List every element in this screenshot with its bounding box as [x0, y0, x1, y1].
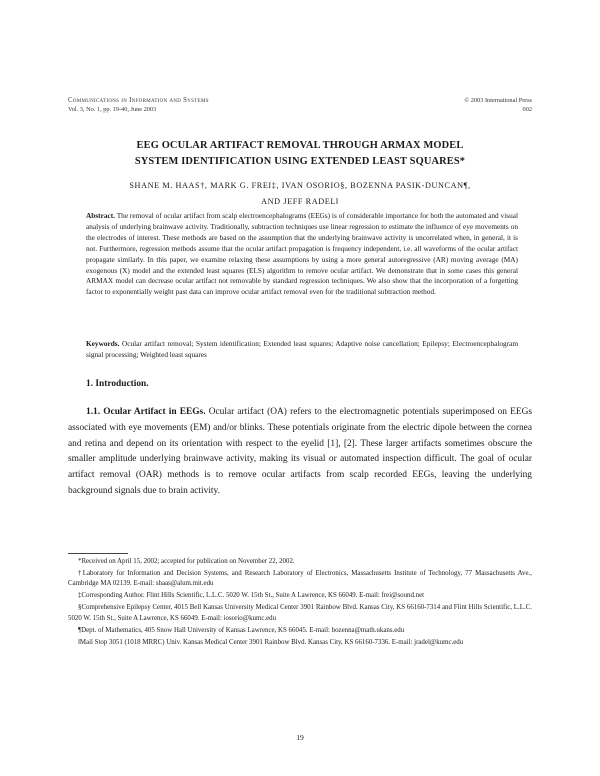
abstract-label: Abstract.	[86, 211, 115, 220]
footnote-pasik-duncan: ¶Dept. of Mathematics, 405 Snow Hall University of Kansas Lawrence, KS 66045. E-mail: bozenna@math.ukans.edu	[78, 626, 405, 634]
keywords-text: Ocular artifact removal; System identification; Extended least squares; Adaptive noise cancellation; Epilepsy; Electroencephalogram signal processing; Weighted least squares	[86, 339, 518, 359]
article-code: 002	[522, 105, 532, 113]
footnote-rule	[68, 553, 128, 554]
footnote-osorio: §Comprehensive Epilepsy Center, 4015 Bell Kansas University Medical Center 3901 Rainbow Blvd. Kansas City, KS 66160-7314 and Flint Hills Scientific, L.L.C. 5020 W. 15th St., Suite A Lawrence, KS 66049. E-mail: iosorio@kumc.edu	[68, 604, 532, 622]
page-number: 19	[296, 733, 304, 742]
volume-line: Vol. 3, No. 1, pp. 19-40, June 2003	[68, 105, 157, 113]
footnotes	[68, 557, 532, 650]
title-line-1: EEG OCULAR ARTIFACT REMOVAL THROUGH ARMAX MODEL	[136, 140, 464, 151]
footnote-haas: †Laboratory for Information and Decision Systems, and Research Laboratory of Electronics, Massachusetts Institute of Technology, 77 Massachusetts Ave., Cambridge MA 02139. E-mail: shaas@alum.mit.edu	[68, 569, 532, 588]
body-text: Ocular artifact (OA) refers to the electromagnetic potentials superimposed on EEGs associated with eye movements (EM) and/or blinks. These potentials originate from the electric dipole between the cornea and retina and depend on its orientation with respect to the eyelid [1], [2]. These larger artifacts sometimes obscure the smaller amplitude underlying brainwave activity, making its visual or automated inspection difficult. The goal of ocular artifact removal (OAR) methods is to remove ocular artifacts from scalp recorded EEGs, leaving the underlying background signals due to brain activity.	[68, 407, 532, 496]
footnote-radel: ‖Mail Stop 3051 (1018 MRRC) Univ. Kansas Medical Center 3901 Rainbow Blvd. Kansas City, KS 66160-7336. E-mail: jradel@kumc.edu	[78, 638, 464, 646]
title-line-2: SYSTEM IDENTIFICATION USING EXTENDED LEAST SQUARES*	[134, 156, 466, 167]
journal-name: Communications in Information and Systems	[68, 97, 209, 104]
copyright-notice: © 2003 International Press	[464, 97, 532, 104]
footnote-received: *Received on April 15, 2002; accepted for publication on November 22, 2002.	[78, 558, 295, 565]
body-paragraph	[68, 405, 532, 500]
authors-line-1: SHANE M. HAAS†, MARK G. FREI‡, IVAN OSORIO§, BOZENNA PASIK-DUNCAN¶,	[129, 181, 471, 190]
keywords	[86, 339, 518, 361]
author-list	[68, 178, 532, 209]
subsection-heading: 1.1. Ocular Artifact in EEGs.	[86, 407, 206, 417]
header-right	[464, 97, 532, 114]
footnote-frei: ‡Corresponding Author. Flint Hills Scientific, L.L.C. 5020 W. 15th St., Suite A Lawrence, KS 66049. E-mail: frei@sound.net	[78, 592, 425, 600]
abstract-text: The removal of ocular artifact from scalp electroencephalograms (EEGs) is of considerable importance for both the automated and visual analysis of underlying brainwave activity. Traditionally, subtraction techniques use linear regression to estimate the influence of eye movements on the electrodes of interest. These methods are based on the assumption that the underlying brainwave activity is uncorrelated when, in general, it is not. Furthermore, regression methods assume that the ocular artifact propagation is frequency independent, i.e. all waveforms of the ocular artifact propagate similarly. In this paper, we examine relaxing these assumptions by using a more general autoregressive (AR) moving average (MA) exogenous (X) model and the extended least squares (ELS) algorithm to remove ocular artifact. We demonstrate that in some cases this general ARMAX model can decrease ocular artifact not removable by standard regression techniques. We also show that the incorporation of a forgetting factor to exponentially weight past data can improve ocular artifact removal even for the traditional subtraction method.	[86, 211, 518, 297]
header-left	[68, 97, 209, 114]
abstract	[86, 211, 518, 298]
authors-line-2: AND JEFF RADEL‖	[261, 196, 339, 206]
paper-title	[68, 138, 532, 170]
section-heading: 1. Introduction.	[86, 379, 149, 389]
keywords-label: Keywords.	[86, 339, 120, 348]
